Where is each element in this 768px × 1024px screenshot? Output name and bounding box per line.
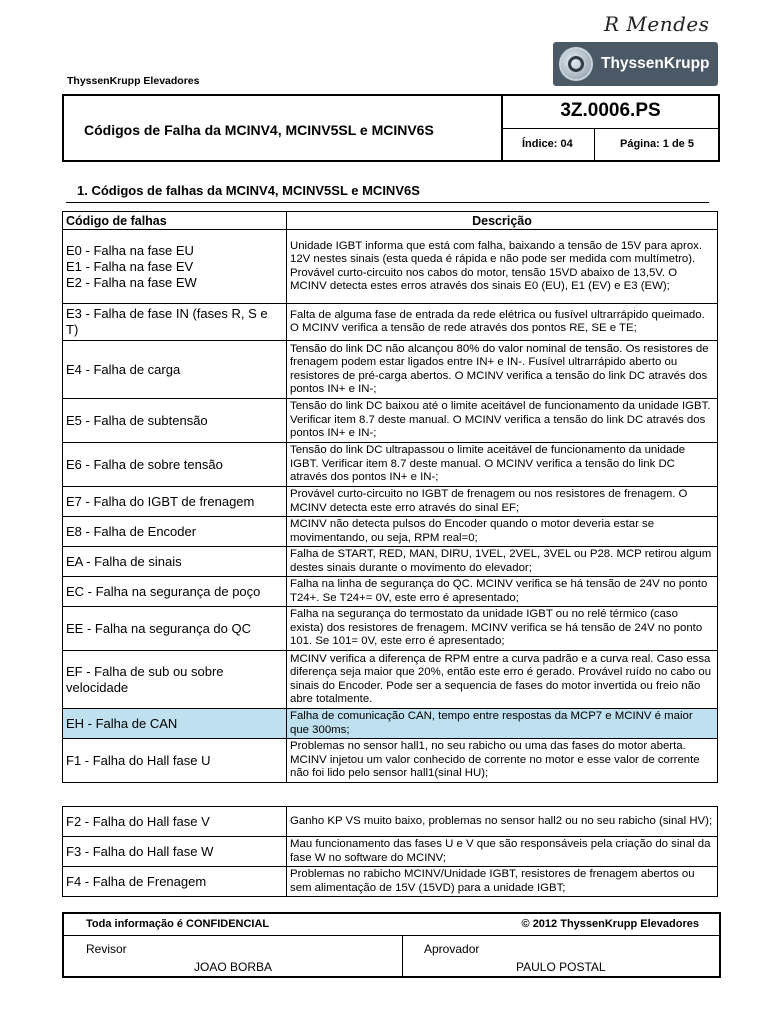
footer-divider: [64, 935, 719, 936]
fault-code: EE - Falha na segurança do QC: [63, 607, 287, 651]
logo-wordmark: ThyssenKrupp: [601, 55, 710, 72]
document-code: 3Z.0006.PS: [560, 100, 661, 121]
column-header-description: Descrição: [287, 212, 718, 230]
document-title: Códigos de Falha da MCINV4, MCINV5SL e MCINV6S: [84, 122, 434, 138]
fault-code: F3 - Falha do Hall fase W: [63, 837, 287, 867]
fault-description: Falta de alguma fase de entrada da rede elétrica ou fusível ultrarrápido queimado. O MCINV verifica a tensão de rede através dos pontos RE, SE e TE;: [287, 304, 718, 341]
fault-description: Falha de START, RED, MAN, DIRU, 1VEL, 2VEL, 3VEL ou P28. MCP retirou algum destes sinais durante o movimento do elevador;: [287, 547, 718, 577]
fault-code: E0 - Falha na fase EU E1 - Falha na fase EV E2 - Falha na fase EW: [63, 230, 287, 304]
fault-description: MCINV verifica a diferença de RPM entre a curva padrão e a curva real. Caso essa diferença seja maior que 20%, então este erro é gerado. Provável ruído no cabo ou sinais do Encoder. Pode ser a sequencia de fases do motor invertida ou freio não abre totalmente.: [287, 651, 718, 709]
fault-description: Mau funcionamento das fases U e V que são responsáveis pela criação do sinal da fase W no software do MCINV;: [287, 837, 718, 867]
table-row: [63, 807, 718, 837]
table-row: [63, 577, 718, 607]
fault-description: Problemas no sensor hall1, no seu rabicho ou uma das fases do motor aberta. MCINV injetou um valor conhecido de corrente no motor e esse valor de corrente não foi lido pelo sensor hall1(sinal HU);: [287, 739, 718, 783]
fault-code: E6 - Falha de sobre tensão: [63, 443, 287, 487]
fault-code: EA - Falha de sinais: [63, 547, 287, 577]
fault-code: E3 - Falha de fase IN (fases R, S e T): [63, 304, 287, 341]
fault-code: EC - Falha na segurança de poço: [63, 577, 287, 607]
page-number: Página: 1 de 5: [620, 138, 694, 150]
reviewer-name: JOAO BORBA: [194, 960, 273, 974]
fault-codes-table: [62, 211, 718, 783]
table-row: [63, 341, 718, 399]
table-row: [63, 230, 718, 304]
fault-code: F4 - Falha de Frenagem: [63, 867, 287, 897]
footer-divider: [402, 935, 403, 976]
fault-description: MCINV não detecta pulsos do Encoder quando o motor deveria estar se movimentando, ou seja, RPM real=0;: [287, 517, 718, 547]
table-row: [63, 517, 718, 547]
fault-description: Falha de comunicação CAN, tempo entre respostas da MCP7 e MCINV é maior que 300ms;: [287, 709, 718, 739]
company-name: ThyssenKrupp Elevadores: [67, 75, 200, 87]
handwritten-signature: R Mendes: [604, 12, 710, 36]
confidential-notice: Toda informação é CONFIDENCIAL: [86, 918, 270, 930]
table-row: [63, 607, 718, 651]
table-row: [63, 651, 718, 709]
fault-codes-table-continued: [62, 806, 718, 897]
table-row: [63, 399, 718, 443]
table-row: [63, 709, 718, 739]
fault-description: Problemas no rabicho MCINV/Unidade IGBT, resistores de frenagem abertos ou sem alimentação de 15V (15VD) para a unidade IGBT;: [287, 867, 718, 897]
fault-description: Falha na linha de segurança do QC. MCINV verifica se há tensão de 24V no ponto T24+. Se T24+= 0V, este erro é apresentado;: [287, 577, 718, 607]
header-divider: [594, 128, 595, 160]
thyssenkrupp-logo: [553, 42, 718, 86]
fault-code: F2 - Falha do Hall fase V: [63, 807, 287, 837]
fault-code: F1 - Falha do Hall fase U: [63, 739, 287, 783]
table-row: [63, 739, 718, 783]
section-heading: 1. Códigos de falhas da MCINV4, MCINV5SL e MCINV6S: [77, 183, 420, 198]
fault-description: Unidade IGBT informa que está com falha, baixando a tensão de 15V para aprox. 12V nestes sinais (esta queda é rápida e não pode ser medida com multímetro). Provável curto-circuito nos cabos do motor, tensão 15VD abaixo de 13,5V. O MCINV detecta estes erros através dos sinais E0 (EU), E1 (EV) e E3 (EW);: [287, 230, 718, 304]
header-divider: [501, 128, 720, 129]
fault-description: Ganho KP VS muito baixo, problemas no sensor hall2 ou no seu rabicho (sinal HV);: [287, 807, 718, 837]
fault-code: E8 - Falha de Encoder: [63, 517, 287, 547]
fault-code: EH - Falha de CAN: [63, 709, 287, 739]
fault-description: Falha na segurança do termostato da unidade IGBT ou no relé térmico (caso exista) dos resistores de frenagem. MCINV verifica se há tensão de 24V no ponto 101. Se 101= 0V, este erro é apresentado;: [287, 607, 718, 651]
fault-description: Tensão do link DC ultrapassou o limite aceitável de funcionamento da unidade IGBT. Verificar item 8.7 deste manual. O MCINV verifica a tensão do link DC através dos pontos IN+ e IN-;: [287, 443, 718, 487]
table-row: [63, 867, 718, 897]
fault-code: EF - Falha de sub ou sobre velocidade: [63, 651, 287, 709]
table-row: [63, 837, 718, 867]
fault-description: Tensão do link DC baixou até o limite aceitável de funcionamento da unidade IGBT. Verificar item 8.7 deste manual. O MCINV verifica a tensão do link DC através dos pontos IN+ e IN-;: [287, 399, 718, 443]
document-index: Índice: 04: [522, 138, 573, 150]
table-row: [63, 487, 718, 517]
table-row: [63, 304, 718, 341]
reviewer-label: Revisor: [86, 942, 127, 956]
fault-code: E4 - Falha de carga: [63, 341, 287, 399]
document-footer: [62, 912, 721, 978]
document-header: [62, 94, 720, 162]
section-underline: [66, 202, 709, 203]
fault-description: Provável curto-circuito no IGBT de frenagem ou nos resistores de frenagem. O MCINV detecta este erro através do sinal EF;: [287, 487, 718, 517]
fault-code: E7 - Falha do IGBT de frenagem: [63, 487, 287, 517]
approver-label: Aprovador: [424, 942, 480, 956]
table-row: [63, 443, 718, 487]
table-row: [63, 547, 718, 577]
fault-code: E5 - Falha de subtensão: [63, 399, 287, 443]
logo-emblem-icon: [559, 47, 593, 81]
fault-description: Tensão do link DC não alcançou 80% do valor nominal de tensão. Os resistores de frenagem podem estar ligados entre IN+ e IN-. Fusível ultrarrápido aberto ou resistores de pré-carga abertos. O MCINV verifica a tensão do link DC através dos pontos IN+ e IN-;: [287, 341, 718, 399]
copyright-notice: © 2012 ThyssenKrupp Elevadores: [521, 918, 699, 930]
column-header-code: Código de falhas: [63, 212, 287, 230]
approver-name: PAULO POSTAL: [516, 960, 606, 974]
